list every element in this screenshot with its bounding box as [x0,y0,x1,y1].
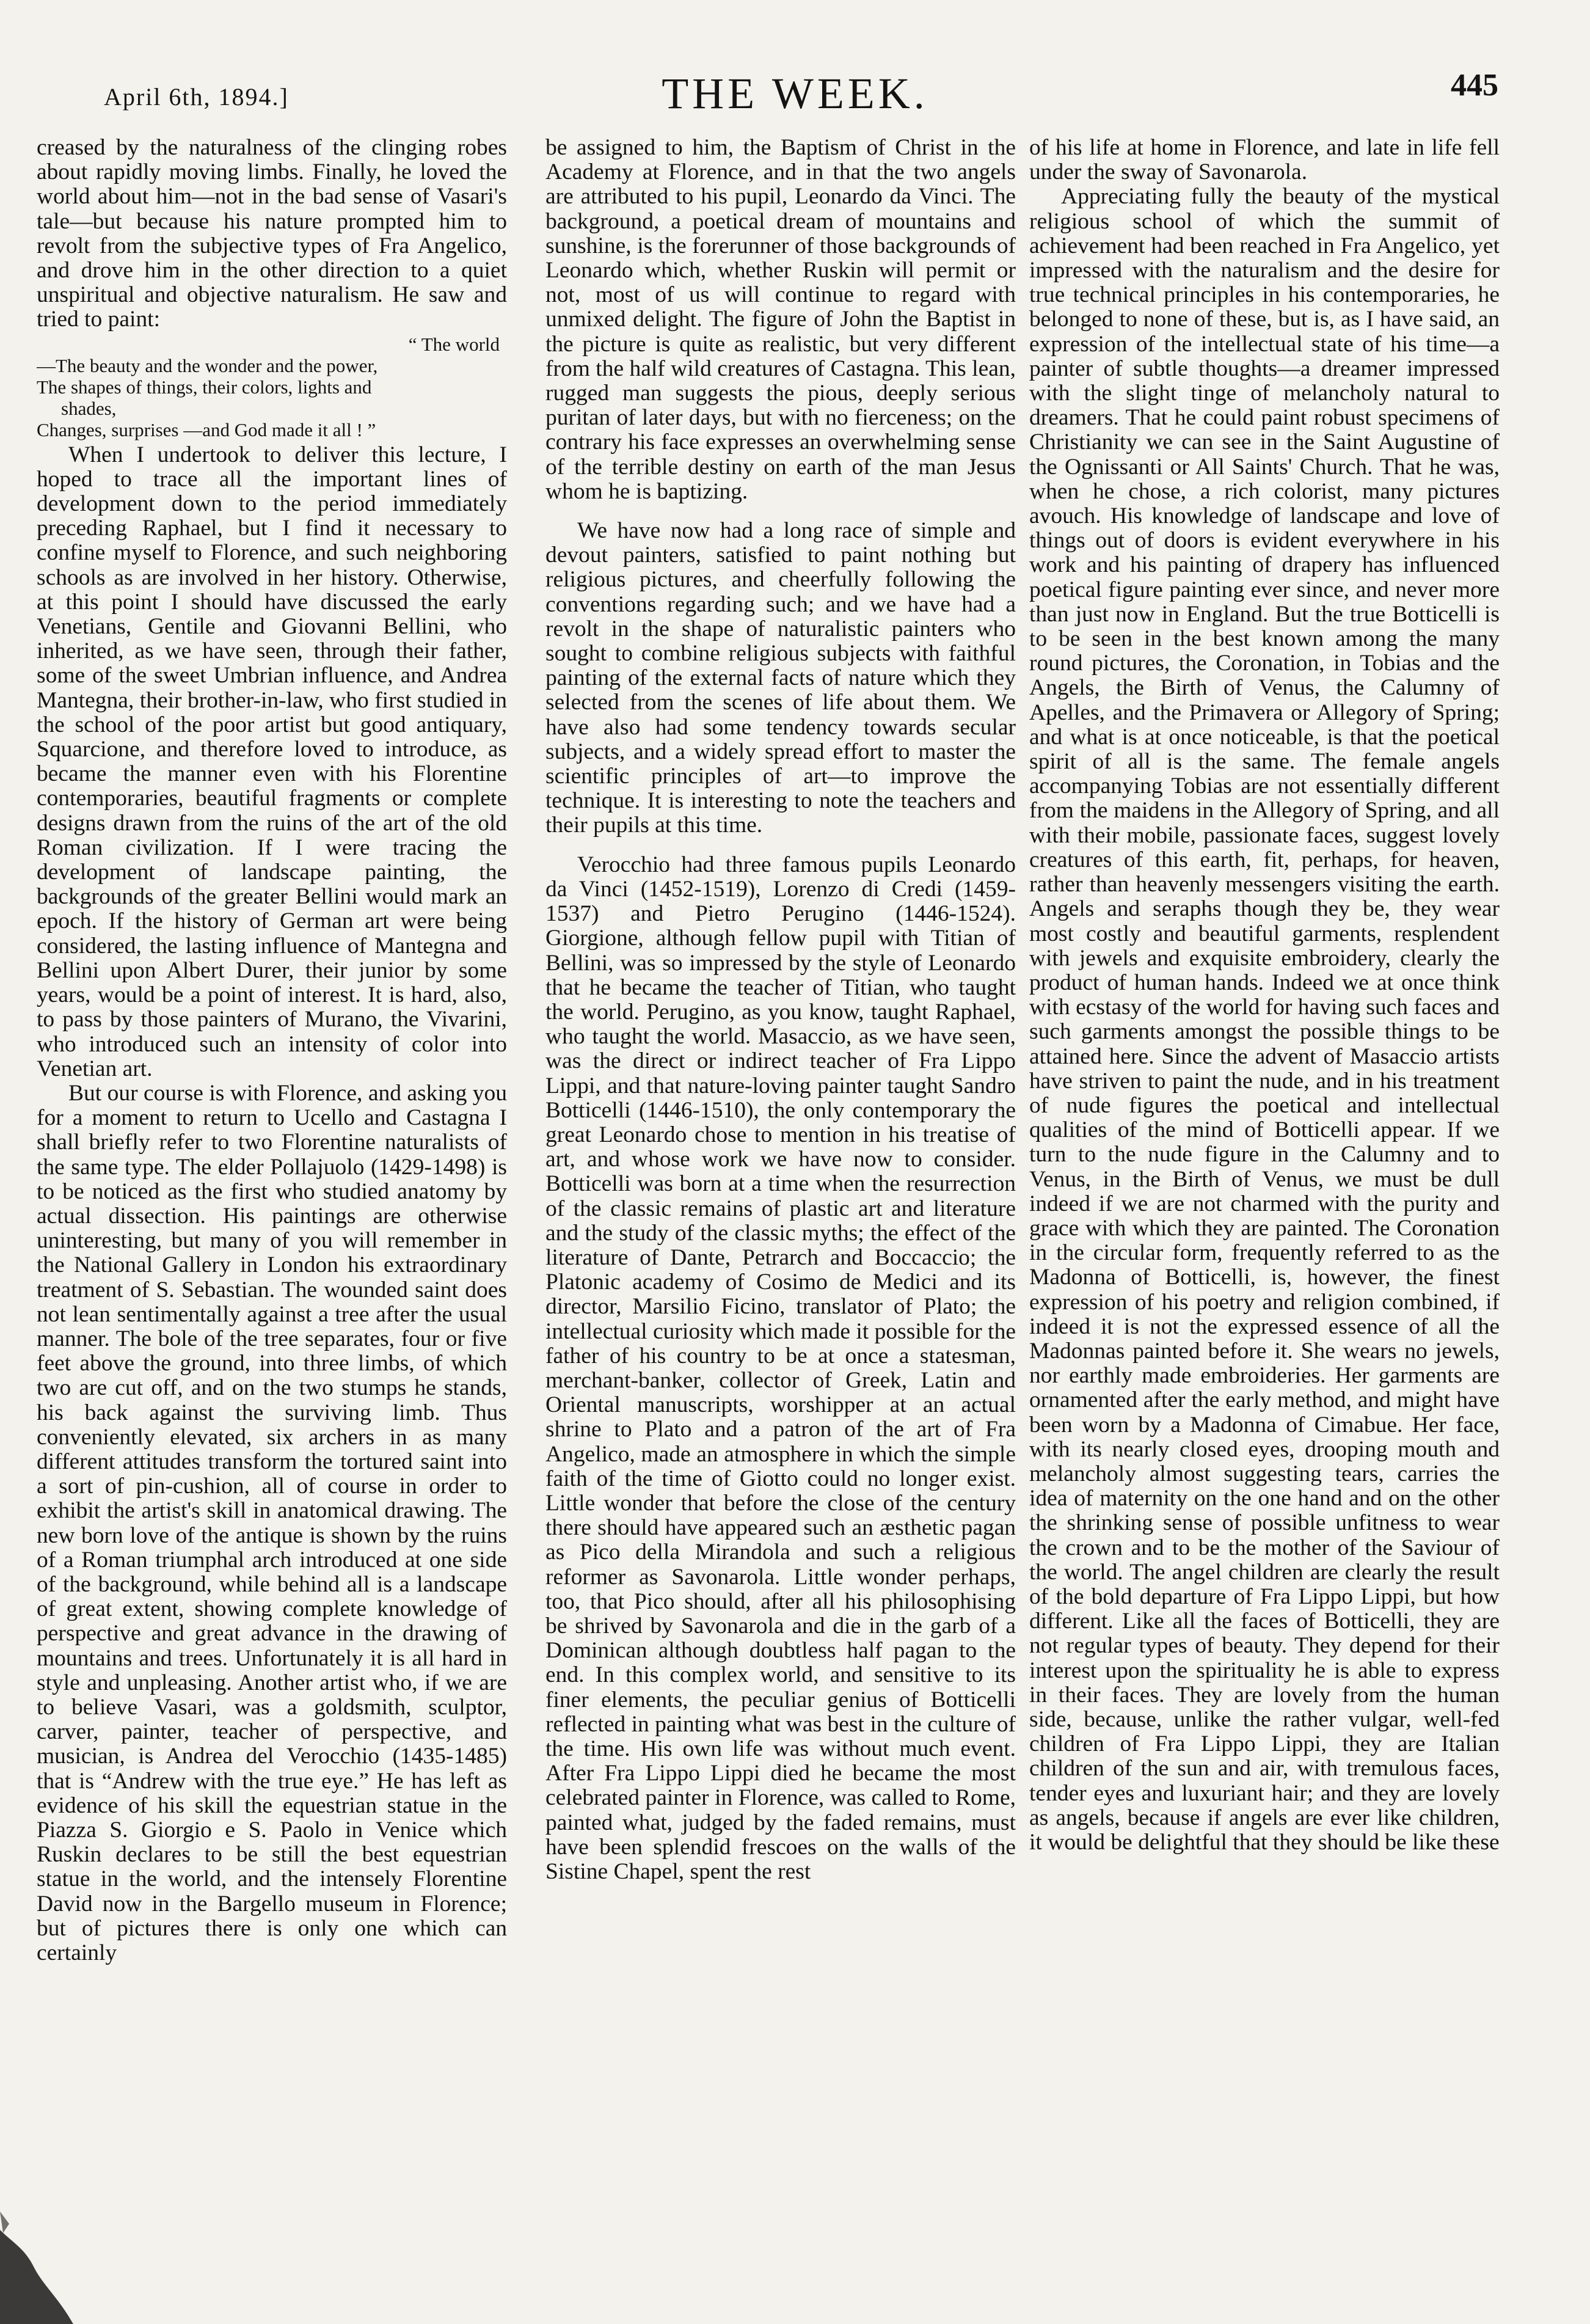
paragraph: When I undertook to deliver this lecture, I hoped to trace all the important lines of development down to the period immediately preceding Raphael, but I find it necessary to confine myself to Florence, and such neighboring schools as are involved in her history. Otherwise, at this point I should have discussed the early Venetians, Gentile and Giovanni Bellini, who inherited, as we have seen, through their father, some of the sweet Umbrian influence, and Andrea Mantegna, their brother-in-law, who first studied in the school of the poor artist but good antiquary, Squarcione, and therefore loved to introduce, as became the manner even with his Florentine contemporaries, beautiful fragments or complete designs drawn from the ruins of the art of the old Roman civilization. If I were tracing the development of landscape painting, the backgrounds of the greater Bellini would mark an epoch. If the history of German art were being considered, the lasting influence of Mantegna and Bellini upon Albert Durer, their junior by some years, would be a point of interest. It is hard, also, to pass by those painters of Murano, the Vivarini, who introduced such an intensity of color into Venetian art. [37,442,507,1081]
paragraph: creased by the naturalness of the clinging robes about rapidly moving limbs. Finally, he loved the world about him—not in the bad sense of Vasari's tale—but because his nature prompted him to revolt from the subjective types of Fra Angelico, and drove him in the other direction to a quiet unspiritual and objective naturalism. He saw and tried to paint: [37,136,507,332]
page-number: 445 [1451,68,1498,103]
poem-line: The shapes of things, their colors, lights and [37,376,372,398]
issue-date: April 6th, 1894.] [104,83,289,111]
article-column-1 [37,136,507,2286]
paragraph: We have now had a long race of simple and devout painters, satisfied to paint nothing but religious pictures, and cheerfully following the conventions regarding such; and we have had a revolt in the shape of naturalistic painters who sought to combine religious subjects with faithful painting of the external facts of nature which they selected from the scenes of life about them. We have also had some tendency towards secular subjects, and a widely spread effort to master the scientific principles of art—to improve the technique. It is interesting to note the teachers and their pupils at this time. [545,518,1016,838]
paragraph: be assigned to him, the Baptism of Christ in the Academy at Florence, and in that the two angels are attributed to his pupil, Leonardo da Vinci. The background, a poetical dream of mountains and sunshine, is the forerunner of those backgrounds of Leonardo which, whether Ruskin will permit or not, most of us will continue to regard with unmixed delight. The figure of John the Baptist in the picture is quite as realistic, but very different from the half wild creatures of Castagna. This lean, rugged man suggests the pious, deeply serious puritan of later days, but with no fierceness; on the contrary his face expresses an overwhelming sense of the terrible destiny on earth of the man Jesus whom he is baptizing. [545,136,1016,504]
article-column-3 [1029,136,1500,2286]
page-header [0,0,1590,134]
paragraph: of his life at home in Florence, and late in life fell under the sway of Savonarola. [1029,136,1500,185]
article-column-2 [545,136,1016,2286]
poem-line: “ The world [408,333,500,355]
poem-line: —The beauty and the wonder and the power, [37,354,378,376]
masthead-title: THE WEEK. [662,69,928,118]
paragraph: But our course is with Florence, and asking you for a moment to return to Ucello and Castagna I shall briefly refer to two Florentine naturalists of the same type. The elder Pollajuolo (1429-1498) is to be noticed as the first who studied anatomy by actual dissection. His paintings are otherwise uninteresting, but many of you will remember in the National Gallery in London his extraordinary treatment of S. Sebastian. The wounded saint does not lean sentimentally against a tree after the usual manner. The bole of the tree separates, four or five feet above the ground, into three limbs, of which two are cut off, and on the two stumps he stands, his back against the surviving limb. Thus conveniently elevated, six archers in as many different attitudes transform the tortured saint into a sort of pin-cushion, all of course in order to exhibit the artist's skill in anatomical drawing. The new born love of the antique is shown by the ruins of a Roman triumphal arch introduced at one side of the background, while behind all is a landscape of great extent, showing complete knowledge of perspective and great advance in the drawing of mountains and trees. Unfortunately it is all hard in style and unpleasing. Another artist who, if we are to believe Vasari, was a goldsmith, sculptor, carver, painter, teacher of perspective, and musician, is Andrea del Verocchio (1435-1485) that is “Andrew with the true eye.” He has left as evidence of his skill the equestrian statue in the Piazza S. Giorgio e S. Paolo in Venice which Ruskin declares to be still the best equestrian statue in the world, and the intensely Florentine David now in the Bargello museum in Florence; but of pictures there is only one which can certainly [37,1080,507,1966]
paragraph: Appreciating fully the beauty of the mystical religious school of which the summit of achievement had been reached in Fra Angelico, yet impressed with the naturalism and the desire for true technical principles in his contemporaries, he belonged to none of these, but is, as I have said, an expression of the intellectual state of his time—a painter of subtle thoughts—a dreamer impressed with the slight tinge of melancholy natural to dreamers. That he could paint robust specimens of Christianity we can see in the Saint Augustine of the Ognissanti or All Saints' Church. That he was, when he chose, a rich colorist, many pictures avouch. His knowledge of landscape and love of things out of doors is evident everywhere in his work and his painting of drapery has influenced poetical figure painting ever since, and never more than just now in England. But the true Botticelli is to be seen in the best known among the many round pictures, the Coronation, in Tobias and the Angels, the Birth of Venus, the Calumny of Apelles, and the Primavera or Allegory of Spring; and what is at once noticeable, is that the poetical spirit of all is the same. The female angels accompanying Tobias are not essentially different from the maidens in the Allegory of Spring, and all with their mobile, passionate faces, suggest lovely creatures of this earth, fit, perhaps, for heaven, rather than heavenly messengers visiting the earth. Angels and seraphs though they be, they wear most costly and beautiful garments, resplendent with jewels and exquisite embroidery, clearly the product of human hands. Indeed we at once think with ecstasy of the world for having such faces and such garments amongst the possible things to be attained here. Since the advent of Masaccio artists have striven to paint the nude, and in his treatment of nude figures the poetical and intellectual qualities of the mind of Botticelli appear. If we turn to the nude figure in the Calumny and to Venus, in the Birth of Venus, we must be dull indeed if we are not charmed with the purity and grace with which they are painted. The Coronation in the circular form, frequently referred to as the Madonna of Botticelli, is, however, the finest expression of his poetry and religion combined, if indeed it is not the expressed essence of all the Madonnas painted before it. She wears no jewels, nor earthly made embroideries. Her garments are ornamented after the early method, and might have been worn by a Madonna of Cimabue. Her face, with its nearly closed eyes, drooping mouth and melancholy almost suggesting tears, carries the idea of maternity on the one hand and on the other the shrinking sense of possible unfitness to wear the crown and to be the mother of the Saviour of the world. The angel children are clearly the result of the bold departure of Fra Lippo Lippi, but how different. Like all the faces of Botticelli, they are not regular types of beauty. They depend for their interest upon the spirituality he is able to express in their faces. They are lovely from the human side, because, unlike the rather vulgar, well-fed children of Fra Lippo Lippi, they are Italian children of the sun and air, with tremulous faces, tender eyes and luxuriant hair; and they are lovely as angels, because if angels are ever like children, it would be delightful that they should be like these [1029,184,1500,1855]
paragraph: Verocchio had three famous pupils Leonardo da Vinci (1452-1519), Lorenzo di Credi (1459-1537) and Pietro Perugino (1446-1524). Giorgione, although fellow pupil with Titian of Bellini, was so impressed by the style of Leonardo that he became the teacher of Titian, who taught the world. Perugino, as you know, taught Raphael, who taught the world. Masaccio, as we have seen, was the direct or indirect teacher of Fra Lippo Lippi, and that nature-loving painter taught Sandro Botticelli (1446-1510), the only contemporary the great Leonardo chose to mention in his treatise of art, and whose work we have now to consider. Botticelli was born at a time when the resurrection of the classic remains of plastic art and literature and the study of the classic myths; the effect of the literature of Dante, Petrarch and Boccaccio; the Platonic academy of Cosimo de Medici and its director, Marsilio Ficino, translator of Plato; the intellectual curiosity which made it possible for the father of his country to be at once a statesman, merchant-banker, collector of Greek, Latin and Oriental manuscripts, worshipper at an actual shrine to Plato and a patron of the art of Fra Angelico, made an atmosphere in which the simple faith of the time of Giotto could no longer exist. Little wonder that before the close of the century there should have appeared such an æsthetic pagan as Pico della Mirandola and such a religious reformer as Savonarola. Little wonder perhaps, too, that Pico should, after all his philosophising be shrived by Savonarola and die in the garb of a Dominican although doubtless half pagan to the end. In this complex world, and sensitive to its finer elements, the peculiar genius of Botticelli reflected in painting what was best in the culture of the time. His own life was without much event. After Fra Lippo Lippi died he became the most celebrated painter in Florence, was called to Rome, painted what, judged by the faded remains, must have been splendid frescoes on the walls of the Sistine Chapel, spent the rest [545,852,1016,1885]
poem-line: Changes, surprises —and God made it all ! ” [37,418,376,440]
binding-edge-mark [0,2175,73,2324]
poem-line: shades, [61,397,117,419]
poem-quotation [37,334,507,440]
